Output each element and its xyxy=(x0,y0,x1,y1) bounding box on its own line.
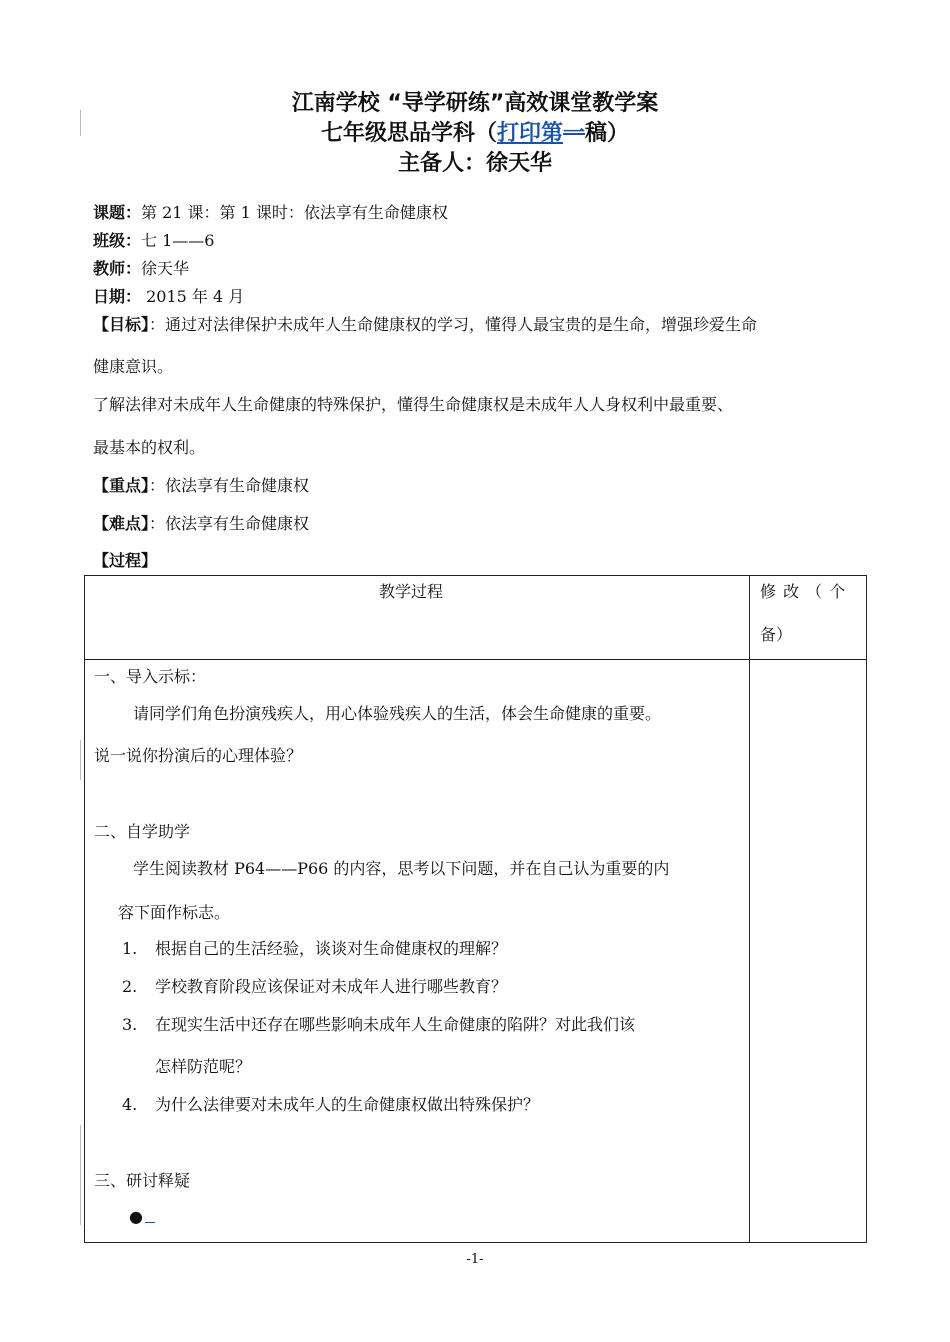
teaching-process-table xyxy=(84,575,867,1243)
question-3-cont: 怎样防范呢？ xyxy=(155,1057,252,1076)
class-label: 班级： xyxy=(93,231,142,250)
difficulty-label: 【难点】 xyxy=(93,514,150,533)
date-label: 日期： xyxy=(93,287,142,306)
question-4-number: 4. xyxy=(122,1095,138,1114)
section-discussion-title: 三、研讨释疑 xyxy=(94,1171,191,1190)
document-title: 江南学校 “导学研练”高效课堂教学案 xyxy=(291,91,659,116)
key-point-value: ：依法享有生命健康权 xyxy=(149,476,310,495)
difficulty-row xyxy=(93,514,309,534)
print-draft-link[interactable]: 打印第 xyxy=(496,121,563,146)
process-row xyxy=(93,551,157,571)
section-selfstudy-text: 学生阅读教材 P64——P66 的内容，思考以下问题，并在自己认为重要的内 xyxy=(133,859,670,878)
question-2: 学校教育阶段应该保证对未成年人进行哪些教育？ xyxy=(155,977,508,996)
section-intro-text: 请同学们角色扮演残疾人，用心体验残疾人的生活，体会生命健康的重要。 xyxy=(133,704,662,723)
column-divider xyxy=(749,576,750,1242)
goal-row xyxy=(93,315,757,335)
goal-line4: 最基本的权利。 xyxy=(93,438,206,457)
difficulty-value: ：依法享有生命健康权 xyxy=(149,514,310,533)
cursor-underline xyxy=(145,1222,155,1223)
column-header-revision-cont: 备） xyxy=(760,625,793,644)
section-intro-title: 一、导入示标： xyxy=(94,667,207,686)
margin-mark xyxy=(80,740,81,780)
header-divider xyxy=(85,659,866,660)
date-row xyxy=(93,287,244,307)
date-value: 2015 年 4 月 xyxy=(141,287,245,306)
bullet-point: ● xyxy=(129,1207,143,1226)
process-label: 【过程】 xyxy=(93,551,158,570)
column-header-process: 教学过程 xyxy=(379,582,444,601)
key-point-label: 【重点】 xyxy=(93,476,150,495)
goal-line3: 了解法律对未成年人生命健康的特殊保护，懂得生命健康权是未成年人人身权利中最重要、 xyxy=(93,395,734,414)
question-3: 在现实生活中还存在哪些影响未成年人生命健康的陷阱？对此我们该 xyxy=(155,1015,636,1034)
teacher-value: 徐天华 xyxy=(141,259,190,278)
class-row xyxy=(93,231,214,251)
section-intro-text-cont: 说一说你扮演后的心理体验？ xyxy=(94,746,303,765)
subtitle-suffix: 稿） xyxy=(585,121,630,146)
goal-line2: 健康意识。 xyxy=(93,357,174,376)
class-value: 七 1——6 xyxy=(141,231,215,250)
goal-label: 【目标】 xyxy=(93,315,150,334)
question-1: 根据自己的生活经验，谈谈对生命健康权的理解？ xyxy=(155,939,508,958)
author-line: 主备人：徐天华 xyxy=(397,151,552,176)
question-3-number: 3. xyxy=(122,1015,138,1034)
topic-value: 第 21 课：第 1 课时：依法享有生命健康权 xyxy=(141,203,448,222)
column-header-revision: 修 改 （ 个 xyxy=(760,582,847,601)
document-subtitle xyxy=(0,116,950,147)
question-1-number: 1. xyxy=(122,939,138,958)
page-number: -1- xyxy=(466,1252,484,1267)
goal-line1: ：通过对法律保护未成年人生命健康权的学习，懂得人最宝贵的是生命，增强珍爱生命 xyxy=(149,315,758,334)
subtitle-prefix: 七年级思品学科（ xyxy=(320,121,497,146)
section-selfstudy-text-cont: 容下面作标志。 xyxy=(118,903,231,922)
margin-mark xyxy=(80,110,81,136)
teacher-row xyxy=(93,259,189,279)
question-2-number: 2. xyxy=(122,977,138,996)
section-selfstudy-title: 二、自学助学 xyxy=(94,822,191,841)
topic-row xyxy=(93,203,448,223)
margin-mark xyxy=(80,1125,81,1225)
key-point-row xyxy=(93,476,309,496)
question-4: 为什么法律要对未成年人的生命健康权做出特殊保护？ xyxy=(155,1095,540,1114)
teacher-label: 教师： xyxy=(93,259,142,278)
struck-text: 一 xyxy=(563,121,586,146)
topic-label: 课题： xyxy=(93,203,142,222)
